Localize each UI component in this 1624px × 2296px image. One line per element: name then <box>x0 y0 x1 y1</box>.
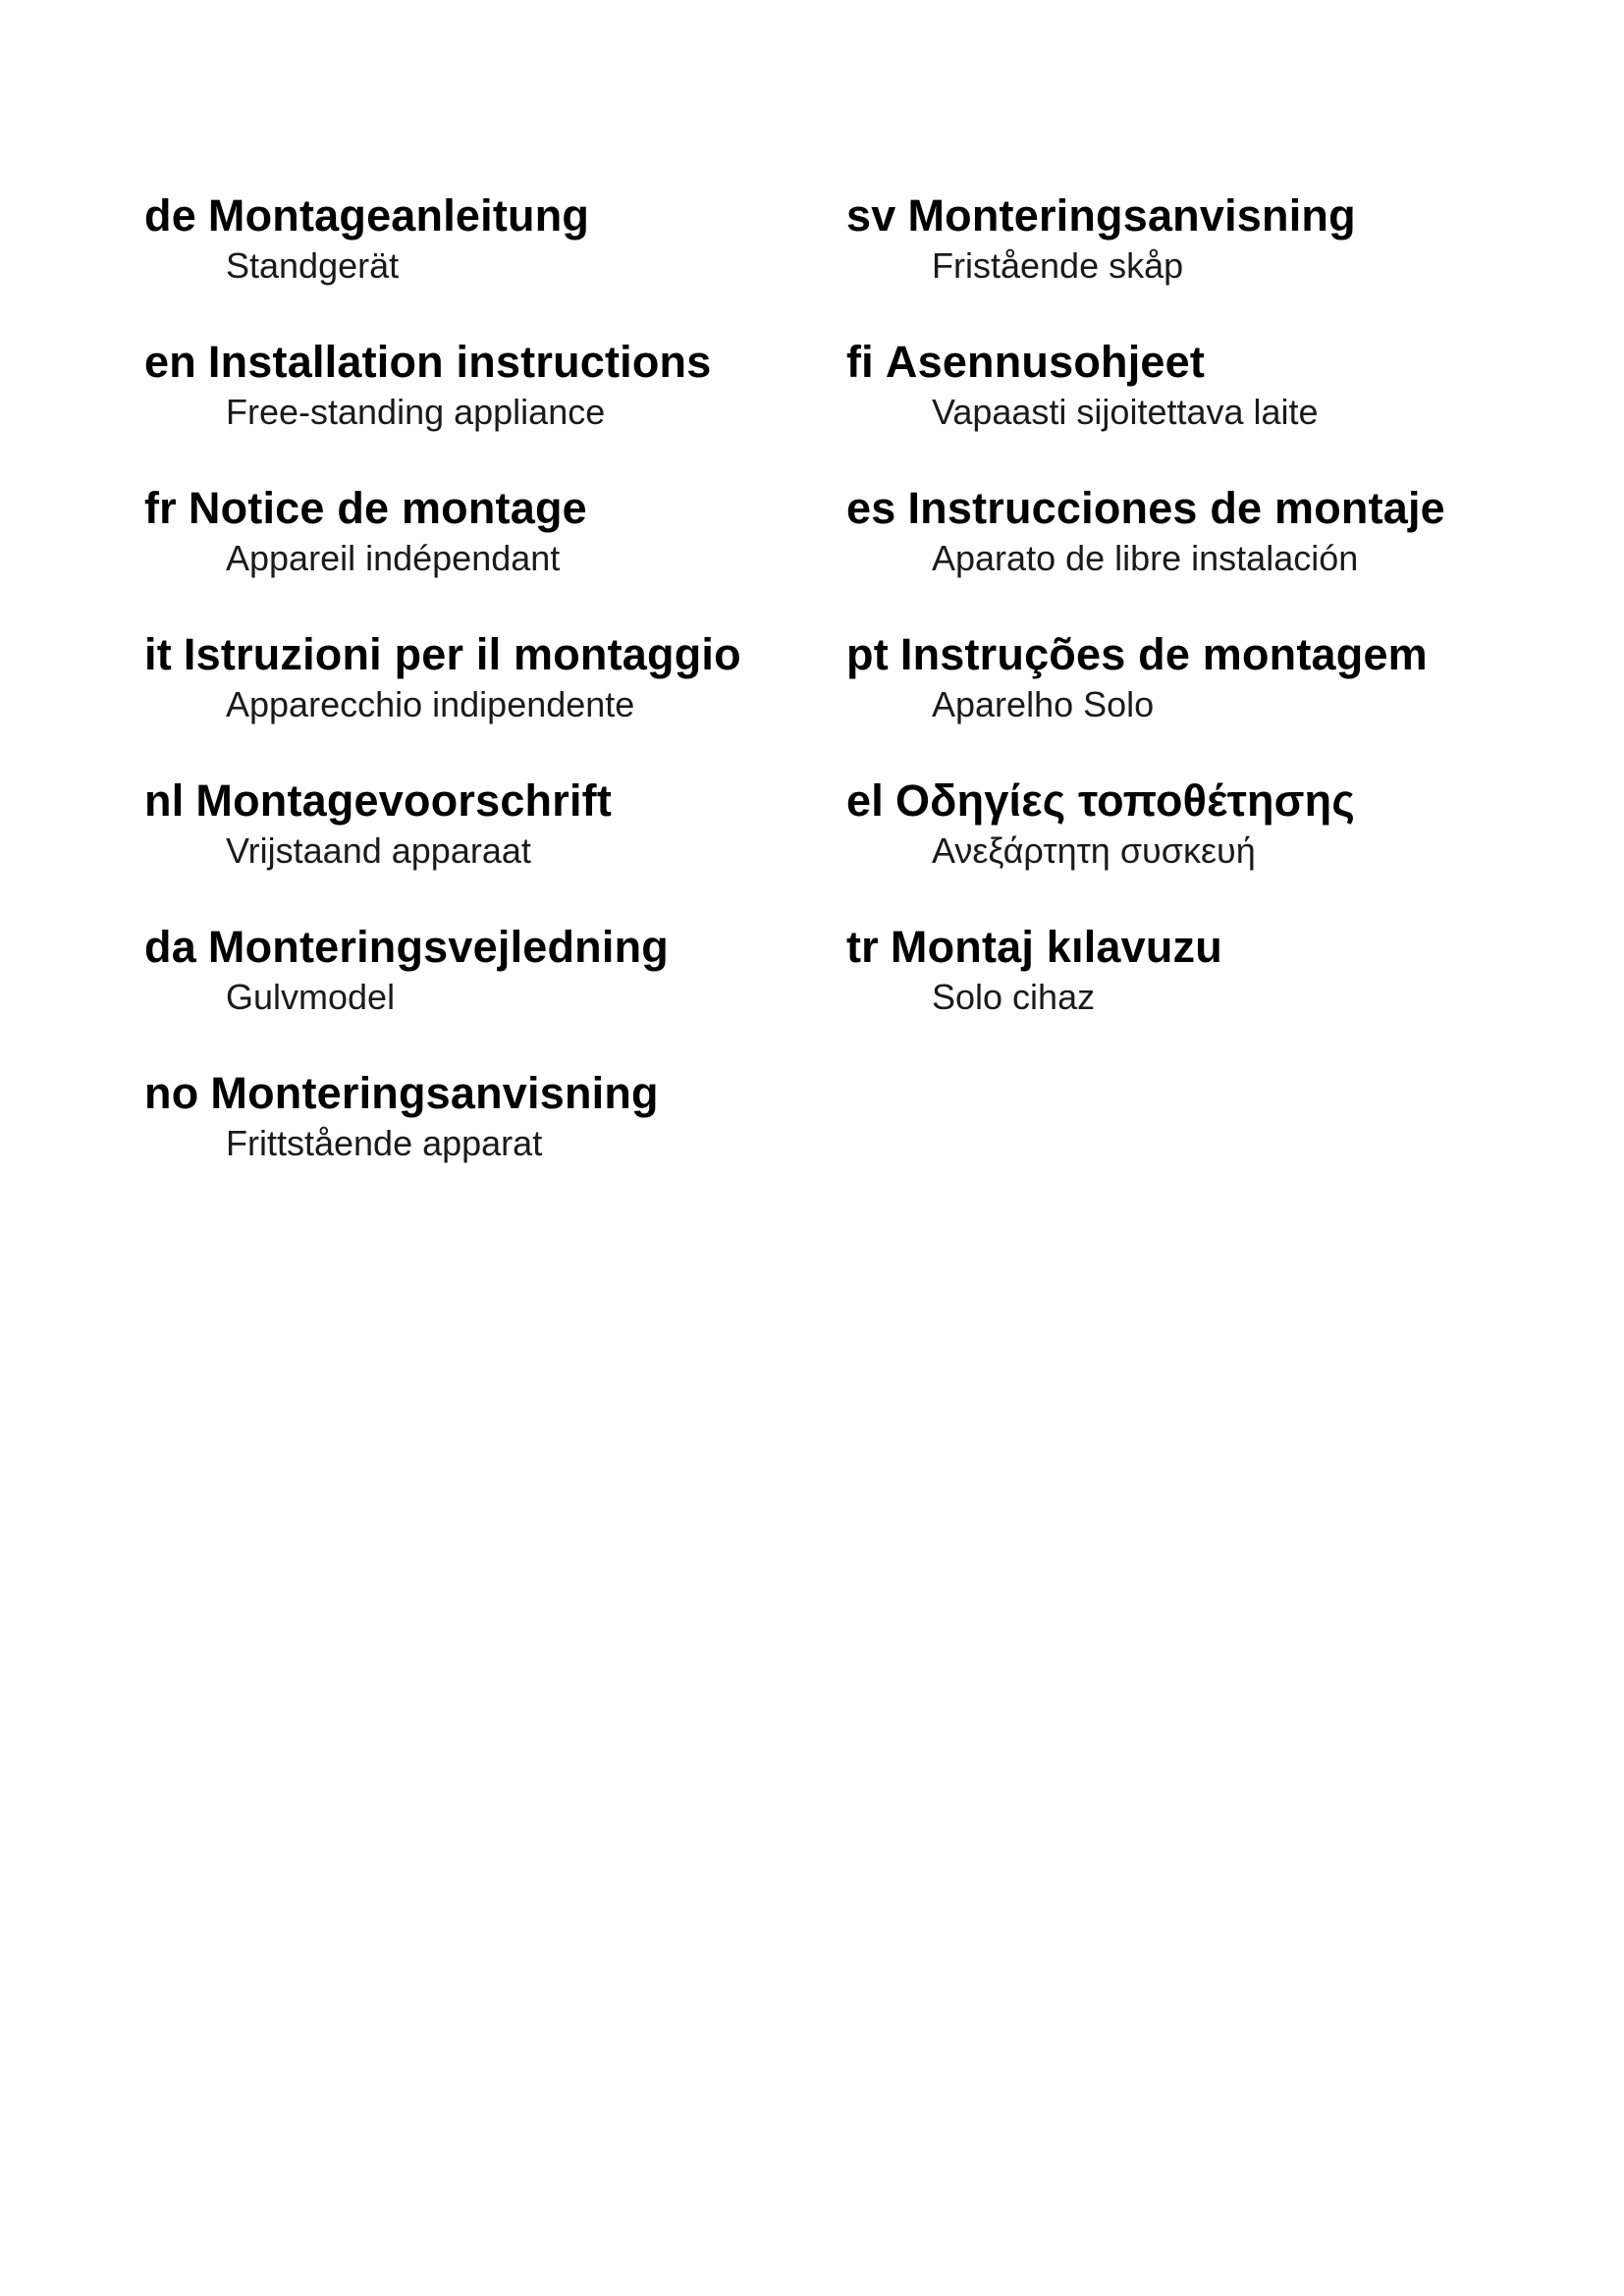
title-text: Instrucciones de montaje <box>907 483 1445 533</box>
entry-title <box>144 188 792 243</box>
language-code: en <box>144 337 196 387</box>
entry-subtitle: Fristående skåp <box>932 245 1184 286</box>
entry-el <box>846 774 1593 920</box>
entry-subtitle: Frittstående apparat <box>226 1123 543 1163</box>
language-code: es <box>846 483 896 533</box>
entry-subtitle: Gulvmodel <box>226 977 396 1017</box>
entry-subtitle: Apparecchio indipendente <box>226 684 635 724</box>
title-text: Montagevoorschrift <box>195 775 613 826</box>
entry-title <box>846 335 1593 390</box>
entry-subtitle: Vrijstaand apparaat <box>226 830 531 871</box>
entry-title <box>144 774 792 828</box>
entry-es <box>846 481 1593 627</box>
entry-subtitle: Ανεξάρτητη συσκευή <box>932 830 1256 871</box>
entry-title <box>144 1066 792 1121</box>
language-code: fr <box>144 483 177 533</box>
entry-tr <box>846 920 1593 1066</box>
title-text: Notice de montage <box>188 483 587 533</box>
language-code: nl <box>144 775 185 826</box>
language-code: da <box>144 922 196 972</box>
title-text: Monteringsanvisning <box>907 190 1356 240</box>
language-code: de <box>144 190 196 240</box>
language-code: tr <box>846 922 879 972</box>
title-text: Asennusohjeet <box>885 337 1206 387</box>
title-text: Instruções de montagem <box>899 629 1428 679</box>
language-code: el <box>846 775 884 826</box>
right-language-column <box>846 188 1593 1066</box>
left-language-column <box>144 188 792 1212</box>
entry-no <box>144 1066 792 1212</box>
entry-title <box>144 920 792 975</box>
entry-pt <box>846 627 1593 774</box>
language-code: pt <box>846 629 889 679</box>
entry-subtitle: Standgerät <box>226 245 400 286</box>
entry-fi <box>846 335 1593 481</box>
entry-sv <box>846 188 1593 335</box>
entry-title <box>144 627 792 682</box>
title-text: Οδηγίες τοποθέτησης <box>894 775 1355 826</box>
language-code: no <box>144 1068 199 1118</box>
entry-title <box>846 188 1593 243</box>
entry-nl <box>144 774 792 920</box>
language-code: it <box>144 629 172 679</box>
title-text: Montageanleitung <box>207 190 590 240</box>
language-code: fi <box>846 337 874 387</box>
entry-title <box>846 627 1593 682</box>
title-text: Montaj kılavuzu <box>890 922 1222 972</box>
entry-title <box>144 481 792 536</box>
entry-subtitle: Solo cihaz <box>932 977 1096 1017</box>
entry-subtitle: Vapaasti sijoitettava laite <box>932 392 1319 432</box>
entry-it <box>144 627 792 774</box>
entry-title <box>846 481 1593 536</box>
entry-subtitle: Aparelho Solo <box>932 684 1155 724</box>
title-text: Istruzioni per il montaggio <box>183 629 741 679</box>
entry-fr <box>144 481 792 627</box>
title-text: Installation instructions <box>207 337 712 387</box>
entry-da <box>144 920 792 1066</box>
title-text: Monteringsanvisning <box>210 1068 659 1118</box>
entry-title <box>846 920 1593 975</box>
entry-de <box>144 188 792 335</box>
entry-subtitle: Appareil indépendant <box>226 538 561 578</box>
entry-subtitle: Free-standing appliance <box>226 392 606 432</box>
entry-title <box>846 774 1593 828</box>
entry-en <box>144 335 792 481</box>
title-text: Monteringsvejledning <box>207 922 669 972</box>
language-code: sv <box>846 190 896 240</box>
entry-title <box>144 335 792 390</box>
entry-subtitle: Aparato de libre instalación <box>932 538 1359 578</box>
